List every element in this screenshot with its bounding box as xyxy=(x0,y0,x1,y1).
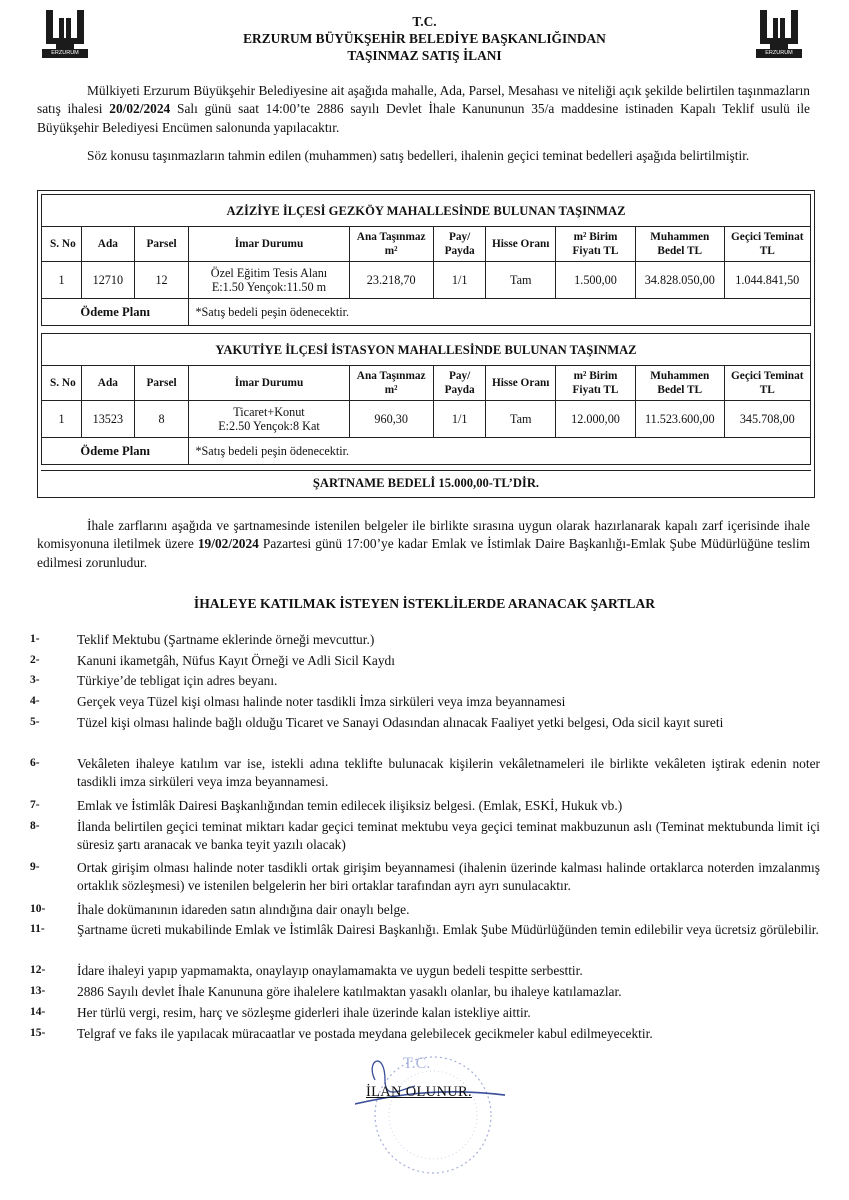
cell-parsel: 8 xyxy=(134,401,189,438)
col-header-teminat: Geçici Teminat TL xyxy=(724,366,810,401)
col-header-sno: S. No xyxy=(42,366,82,401)
col-header-sno: S. No xyxy=(42,227,82,262)
closing-statement: İLAN OLUNUR. xyxy=(366,1084,472,1100)
conditions-title: İHALEYE KATILMAK İSTEYEN İSTEKLİLERDE ARANACAK ŞARTLAR xyxy=(193,596,656,611)
cell-teminat: 345.708,00 xyxy=(724,401,810,438)
property-tables xyxy=(37,190,815,498)
col-header-muhammen: Muhammen Bedel TL xyxy=(636,366,724,401)
cell-alan: 23.218,70 xyxy=(349,262,433,299)
header-line-tc: T.C. xyxy=(412,14,437,29)
property-table-yakutiye xyxy=(41,333,811,465)
intro-paragraph-1: Mülkiyeti Erzurum Büyükşehir Belediyesine ait aşağıda mahalle, Ada, Parsel, Mesahası ve niteliği açık şekilde belirtilen taşınmazların satış ihalesi 20/02/2024 Salı günü saat 14:00’te 2886 sayılı Devlet İhale Kanununun 35/a maddesine istinaden Kapalı Teklif usulü ile Büyükşehir Belediyesi Encümen salonunda yapılacaktır. xyxy=(37,83,810,135)
col-header-ada: Ada xyxy=(82,366,135,401)
header-line-title: TAŞINMAZ SATIŞ İLANI xyxy=(347,48,502,63)
col-header-hisse: Hisse Oranı xyxy=(486,366,556,401)
payment-plan-value: *Satış bedeli peşin ödenecektir. xyxy=(189,438,811,465)
delivery-date: 19/02/2024 xyxy=(197,536,259,552)
col-header-parsel: Parsel xyxy=(134,366,189,401)
col-header-birim: m² Birim Fiyatı TL xyxy=(555,227,635,262)
col-header-alan: Ana Taşınmaz m² xyxy=(349,366,433,401)
cell-ada: 13523 xyxy=(82,401,135,438)
auction-date: 20/02/2024 xyxy=(109,101,171,117)
cell-parsel: 12 xyxy=(134,262,189,299)
cell-muhammen: 34.828.050,00 xyxy=(636,262,724,299)
cell-imar: Ticaret+Konut E:2.50 Yençok:8 Kat xyxy=(189,401,349,438)
delivery-paragraph: İhale zarflarını aşağıda ve şartnamesinde istenilen belgeler ile birlikte sırasına uygun olarak hazırlanarak kapalı zarf içerisinde ihale komisyonuna iletilmek üzere 19/02/2024 Pazartesi günü 17:00’ye kadar Emlak ve İstimlak Daire Başkanlığı-Emlak Şube Müdürlüğüne teslim edilmesi zorunludur. xyxy=(37,518,810,570)
cell-birim: 1.500,00 xyxy=(555,262,635,299)
cell-sno: 1 xyxy=(42,262,82,299)
col-header-hisse: Hisse Oranı xyxy=(486,227,556,262)
cell-teminat: 1.044.841,50 xyxy=(724,262,810,299)
col-header-pay: Pay/ Payda xyxy=(433,227,486,262)
table-row xyxy=(42,262,811,299)
cell-ada: 12710 xyxy=(82,262,135,299)
logo-label: ERZURUM xyxy=(756,49,802,58)
property-table-aziziye xyxy=(41,194,811,326)
col-header-parsel: Parsel xyxy=(134,227,189,262)
cell-pay: 1/1 xyxy=(433,262,486,299)
col-header-alan: Ana Taşınmaz m² xyxy=(349,227,433,262)
cell-birim: 12.000,00 xyxy=(555,401,635,438)
cell-alan: 960,30 xyxy=(349,401,433,438)
cell-muhammen: 11.523.600,00 xyxy=(636,401,724,438)
specification-fee: ŞARTNAME BEDELİ 15.000,00-TL’DİR. xyxy=(41,470,811,495)
table-row xyxy=(42,401,811,438)
cell-pay: 1/1 xyxy=(433,401,486,438)
section-title: YAKUTİYE İLÇESİ İSTASYON MAHALLESİNDE BULUNAN TAŞINMAZ xyxy=(42,334,811,366)
cell-imar: Özel Eğitim Tesis Alanı E:1.50 Yençok:11.50 m xyxy=(189,262,349,299)
col-header-pay: Pay/ Payda xyxy=(433,366,486,401)
col-header-imar: İmar Durumu xyxy=(189,227,349,262)
header-line-institution: ERZURUM BÜYÜKŞEHİR BELEDİYE BAŞKANLIĞINDAN xyxy=(243,31,606,46)
cell-hisse: Tam xyxy=(486,262,556,299)
col-header-birim: m² Birim Fiyatı TL xyxy=(555,366,635,401)
cell-sno: 1 xyxy=(42,401,82,438)
payment-plan-label: Ödeme Planı xyxy=(42,438,189,465)
col-header-teminat: Geçici Teminat TL xyxy=(724,227,810,262)
section-title: AZİZİYE İLÇESİ GEZKÖY MAHALLESİNDE BULUNAN TAŞINMAZ xyxy=(42,195,811,227)
cell-hisse: Tam xyxy=(486,401,556,438)
col-header-muhammen: Muhammen Bedel TL xyxy=(636,227,724,262)
logo-label: ERZURUM xyxy=(42,49,88,58)
payment-plan-value: *Satış bedeli peşin ödenecektir. xyxy=(189,299,811,326)
seal-text: T.C. xyxy=(403,1055,431,1072)
col-header-ada: Ada xyxy=(82,227,135,262)
col-header-imar: İmar Durumu xyxy=(189,366,349,401)
intro-paragraph-2: Söz konusu taşınmazların tahmin edilen (muhammen) satış bedelleri, ihalenin geçici teminat bedelleri aşağıda belirtilmiştir. xyxy=(87,148,750,163)
payment-plan-label: Ödeme Planı xyxy=(42,299,189,326)
